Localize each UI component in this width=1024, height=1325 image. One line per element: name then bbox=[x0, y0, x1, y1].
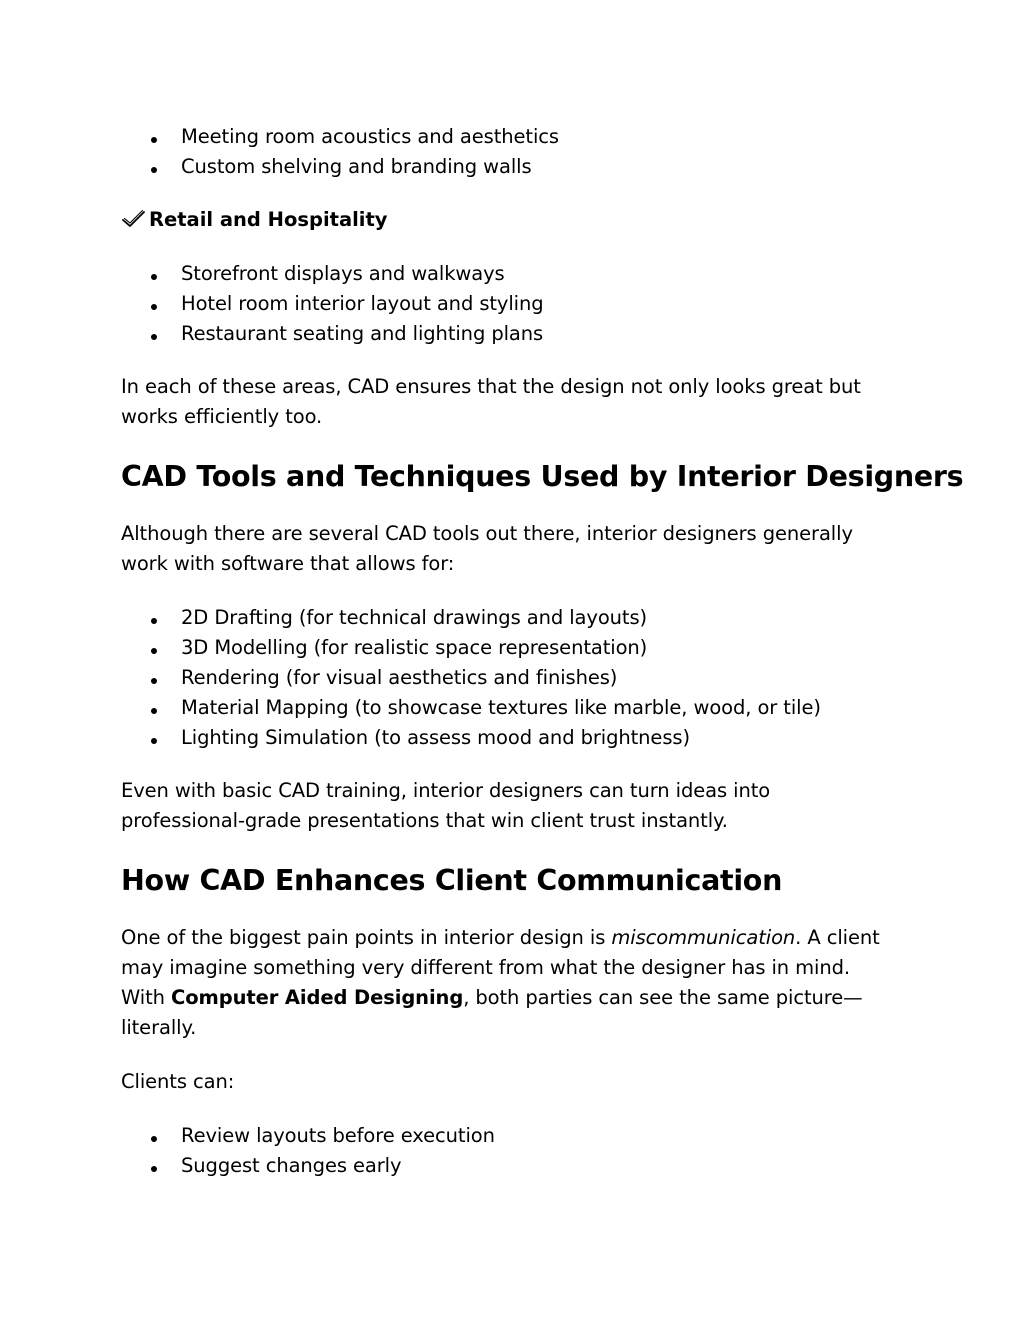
list-item: Custom shelving and branding walls bbox=[181, 155, 532, 178]
list-item: Rendering (for visual aesthetics and finishes) bbox=[181, 666, 618, 689]
paragraph-line bbox=[121, 923, 880, 953]
emphasis-text: miscommunication bbox=[611, 926, 796, 949]
strong-text: Computer Aided Designing bbox=[170, 986, 464, 1009]
bullet-dot bbox=[151, 304, 157, 310]
section-heading-communication: How CAD Enhances Client Communication bbox=[121, 864, 783, 897]
paragraph-line: professional-grade presentations that win client trust instantly. bbox=[121, 809, 728, 832]
bullet-dot bbox=[151, 738, 157, 744]
list-item: Review layouts before execution bbox=[181, 1124, 495, 1147]
text-run: With bbox=[121, 986, 171, 1009]
bullet-dot bbox=[151, 334, 157, 340]
bullet-dot bbox=[151, 1136, 157, 1142]
paragraph-line: In each of these areas, CAD ensures that the design not only looks great but bbox=[121, 375, 861, 398]
bullet-dot bbox=[151, 618, 157, 624]
clients-label: Clients can: bbox=[121, 1070, 235, 1093]
retail-subheading bbox=[121, 205, 388, 235]
text-run: . A client bbox=[795, 926, 880, 949]
section-heading-tools: CAD Tools and Techniques Used by Interior Designers bbox=[121, 460, 964, 493]
bullet-dot bbox=[151, 167, 157, 173]
bullet-dot bbox=[151, 648, 157, 654]
paragraph-line: Even with basic CAD training, interior designers can turn ideas into bbox=[121, 779, 771, 802]
list-item: 2D Drafting (for technical drawings and layouts) bbox=[181, 606, 648, 629]
retail-subheading-label: Retail and Hospitality bbox=[149, 208, 388, 231]
list-item: Material Mapping (to showcase textures like marble, wood, or tile) bbox=[181, 696, 821, 719]
list-item: Storefront displays and walkways bbox=[181, 262, 505, 285]
list-item: Hotel room interior layout and styling bbox=[181, 292, 544, 315]
bullet-dot bbox=[151, 137, 157, 143]
paragraph-line: work with software that allows for: bbox=[121, 552, 455, 575]
list-item: Lighting Simulation (to assess mood and brightness) bbox=[181, 726, 690, 749]
text-run: One of the biggest pain points in interior design is bbox=[121, 926, 612, 949]
paragraph-line: may imagine something very different from what the designer has in mind. bbox=[121, 956, 851, 979]
paragraph-line: literally. bbox=[121, 1016, 197, 1039]
bullet-dot bbox=[151, 678, 157, 684]
paragraph-line: Although there are several CAD tools out there, interior designers generally bbox=[121, 522, 853, 545]
list-item: Meeting room acoustics and aesthetics bbox=[181, 125, 559, 148]
bullet-dot bbox=[151, 708, 157, 714]
paragraph-line: works efficiently too. bbox=[121, 405, 323, 428]
bullet-dot bbox=[151, 1166, 157, 1172]
list-item: Restaurant seating and lighting plans bbox=[181, 322, 544, 345]
bullet-dot bbox=[151, 274, 157, 280]
paragraph-line bbox=[121, 983, 863, 1013]
list-item: Suggest changes early bbox=[181, 1154, 402, 1177]
check-mark-icon bbox=[121, 208, 147, 228]
text-run: , both parties can see the same picture— bbox=[463, 986, 863, 1009]
list-item: 3D Modelling (for realistic space representation) bbox=[181, 636, 648, 659]
